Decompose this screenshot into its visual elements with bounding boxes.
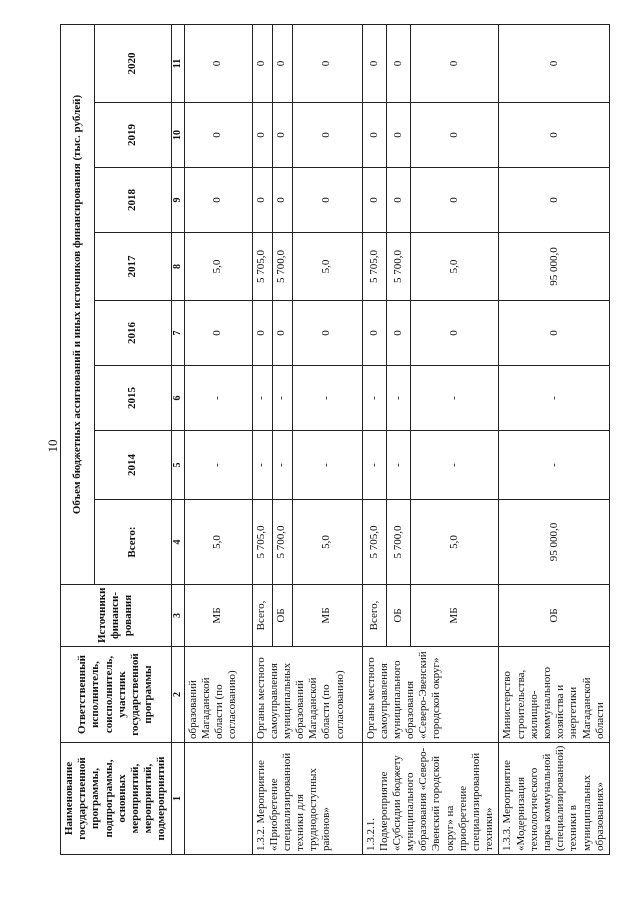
header-year: 2014 bbox=[94, 431, 171, 500]
cell-value: 0 bbox=[362, 301, 386, 366]
cell-value: - bbox=[411, 366, 499, 431]
column-number: 10 bbox=[171, 103, 184, 168]
column-numbers-row bbox=[171, 24, 184, 854]
column-number: 3 bbox=[171, 585, 184, 647]
cell-value: 5 705,0 bbox=[362, 500, 386, 585]
cell-value: - bbox=[362, 366, 386, 431]
table-row bbox=[499, 24, 610, 854]
cell-value: 0 bbox=[411, 103, 499, 168]
cell-value: 5 700,0 bbox=[386, 500, 410, 585]
row-source: МБ bbox=[184, 585, 252, 647]
cell-value: 0 bbox=[386, 103, 410, 168]
table-row bbox=[252, 24, 272, 854]
column-number: 9 bbox=[171, 168, 184, 233]
cell-value: - bbox=[184, 366, 252, 431]
header-year: 2015 bbox=[94, 366, 171, 431]
cell-value: 0 bbox=[252, 168, 272, 233]
cell-value: - bbox=[499, 366, 610, 431]
cell-value: 5 705,0 bbox=[252, 500, 272, 585]
cell-value: 5,0 bbox=[184, 500, 252, 585]
cell-value: 0 bbox=[184, 24, 252, 102]
cell-value: 0 bbox=[386, 301, 410, 366]
row-source: Всего, bbox=[362, 585, 386, 647]
column-number: 8 bbox=[171, 233, 184, 301]
cell-value: 0 bbox=[184, 301, 252, 366]
rotated-table-wrapper bbox=[60, 25, 610, 855]
cell-value: 0 bbox=[386, 24, 410, 102]
cell-value: 0 bbox=[292, 103, 362, 168]
row-source: ОБ bbox=[386, 585, 410, 647]
cell-value: - bbox=[292, 366, 362, 431]
cell-value: 0 bbox=[272, 301, 292, 366]
cell-value: 0 bbox=[292, 24, 362, 102]
page-number: 10 bbox=[45, 439, 60, 453]
column-number: 5 bbox=[171, 431, 184, 500]
row-name: 1.3.2. Мероприятие «Приобретение специализированной техники для труднодоступных районов» bbox=[252, 743, 362, 855]
cell-value: - bbox=[272, 431, 292, 500]
cell-value: - bbox=[252, 366, 272, 431]
cell-value: 5,0 bbox=[411, 233, 499, 301]
cell-value: 0 bbox=[499, 301, 610, 366]
cell-value: 5 700,0 bbox=[272, 500, 292, 585]
cell-value: 5 705,0 bbox=[362, 233, 386, 301]
header-year: 2017 bbox=[94, 233, 171, 301]
header-executor: Ответственный исполнитель, соисполнитель, участник государственной программы bbox=[61, 647, 172, 743]
row-executor: образований Магаданской области (по согласованию) bbox=[184, 647, 252, 743]
column-number: 1 bbox=[171, 743, 184, 855]
cell-value: 0 bbox=[184, 103, 252, 168]
cell-value: 5,0 bbox=[292, 233, 362, 301]
cell-value: 5 700,0 bbox=[386, 233, 410, 301]
cell-value: - bbox=[411, 431, 499, 500]
cell-value: - bbox=[184, 431, 252, 500]
row-executor: Органы местного самоуправления муниципальных образований Магаданской области (по согласованию) bbox=[252, 647, 362, 743]
cell-value: 0 bbox=[272, 103, 292, 168]
table-row bbox=[184, 24, 252, 854]
row-executor: Органы местного самоуправления муниципального образования «Северо-Эвенский городской округ» bbox=[362, 647, 499, 743]
cell-value: 0 bbox=[362, 103, 386, 168]
cell-value: 0 bbox=[252, 24, 272, 102]
cell-value: 95 000,0 bbox=[499, 233, 610, 301]
column-number: 6 bbox=[171, 366, 184, 431]
header-funding: Объем бюджетных ассигнований и иных источников финансирования (тыс. рублей) bbox=[61, 24, 95, 584]
table-row bbox=[362, 24, 386, 854]
cell-value: 0 bbox=[252, 103, 272, 168]
cell-value: 5 700,0 bbox=[272, 233, 292, 301]
cell-value: - bbox=[386, 431, 410, 500]
cell-value: 0 bbox=[411, 168, 499, 233]
header-year: 2016 bbox=[94, 301, 171, 366]
row-source: ОБ bbox=[272, 585, 292, 647]
cell-value: - bbox=[362, 431, 386, 500]
cell-value: - bbox=[292, 431, 362, 500]
row-executor: Министерство строительства, жилищно-коммунального хозяйства и энергетики Магаданской области bbox=[499, 647, 610, 743]
column-number: 11 bbox=[171, 24, 184, 102]
cell-value: 0 bbox=[499, 24, 610, 102]
cell-value: 0 bbox=[184, 168, 252, 233]
header-year: 2018 bbox=[94, 168, 171, 233]
cell-value: 0 bbox=[499, 103, 610, 168]
cell-value: 5,0 bbox=[292, 500, 362, 585]
cell-value: 5,0 bbox=[411, 500, 499, 585]
cell-value: - bbox=[499, 431, 610, 500]
cell-value: - bbox=[272, 366, 292, 431]
cell-value: - bbox=[252, 431, 272, 500]
column-number: 7 bbox=[171, 301, 184, 366]
row-source: МБ bbox=[411, 585, 499, 647]
header-source: Источники финанси-рования bbox=[61, 585, 172, 647]
column-number: 4 bbox=[171, 500, 184, 585]
header-year: 2020 bbox=[94, 24, 171, 102]
header-year: 2019 bbox=[94, 103, 171, 168]
cell-value: 0 bbox=[362, 24, 386, 102]
cell-value: 5,0 bbox=[184, 233, 252, 301]
funding-table bbox=[60, 24, 610, 855]
column-number: 2 bbox=[171, 647, 184, 743]
cell-value: - bbox=[386, 366, 410, 431]
row-name: 1.3.3. Мероприятие «Модернизация технологического парка коммунальной (специализированной) техники в муниципальных образованиях» bbox=[499, 743, 610, 855]
cell-value: 0 bbox=[252, 301, 272, 366]
header-name: Наименование государственной программы, подпрограммы, основных мероприятий, мероприятий, подмероприятий bbox=[61, 743, 172, 855]
cell-value: 0 bbox=[499, 168, 610, 233]
cell-value: 0 bbox=[411, 301, 499, 366]
row-name: 1.3.2.1. Подмероприятие «Субсидии бюджету муниципального образования «Северо-Эвенский городской округ» на приобретение специализированной техники» bbox=[362, 743, 499, 855]
row-source: МБ bbox=[292, 585, 362, 647]
cell-value: 0 bbox=[272, 168, 292, 233]
cell-value: 0 bbox=[292, 301, 362, 366]
cell-value: 0 bbox=[362, 168, 386, 233]
row-source: Всего, bbox=[252, 585, 272, 647]
header-total: Всего: bbox=[94, 500, 171, 585]
cell-value: 0 bbox=[272, 24, 292, 102]
cell-value: 0 bbox=[411, 24, 499, 102]
row-source: ОБ bbox=[499, 585, 610, 647]
cell-value: 5 705,0 bbox=[252, 233, 272, 301]
cell-value: 0 bbox=[386, 168, 410, 233]
cell-value: 95 000,0 bbox=[499, 500, 610, 585]
row-name bbox=[184, 743, 252, 855]
cell-value: 0 bbox=[292, 168, 362, 233]
